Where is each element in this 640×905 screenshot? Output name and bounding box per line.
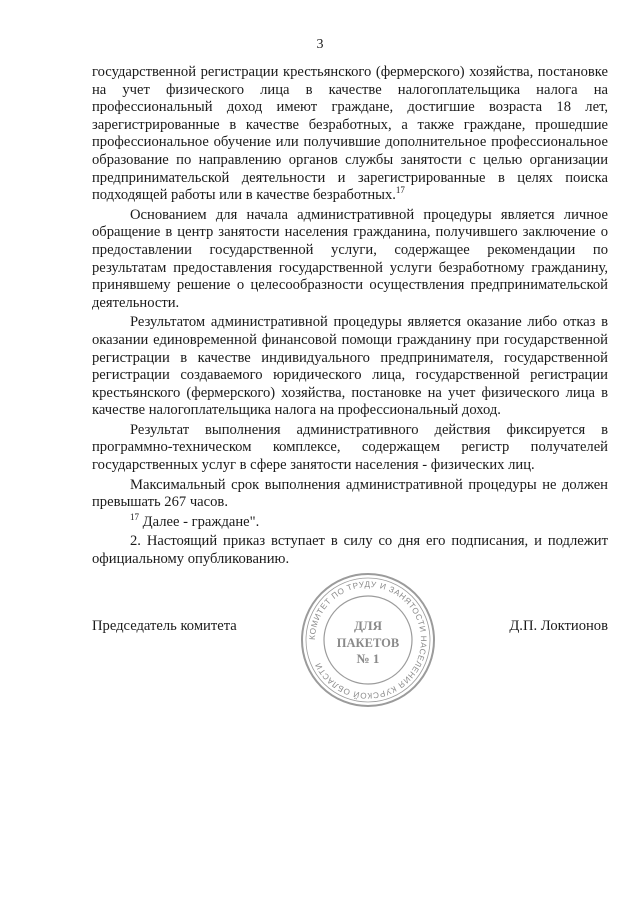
official-seal [298,570,438,710]
paragraph-4: Результат выполнения административного действия фиксируется в программно-техническом комплексе, содержащем регистр получателей государственных услуг в сфере занятости населения - физических лиц. [92,421,608,474]
footnote-ref: 17 [395,185,405,196]
seal-line-1: ДЛЯ [353,618,383,633]
paragraph-1 [92,64,608,205]
page-number: 3 [316,37,324,52]
signatory-name: Д.П. Локтионов [509,618,608,634]
paragraph-5: Максимальный срок выполнения административной процедуры не должен превышать 267 часов. [92,476,608,511]
paragraph-2: Основанием для начала административной процедуры является личное обращение в центр занятости населения гражданина, получившего заключение о предоставлении государственной услуги, содержащее рекомендации по результатам предоставления государственной услуги безработному гражданину, принявшему решение о целесообразности осуществления предпринимательской деятельности. [92,206,608,311]
seal-line-3: № 1 [356,651,380,666]
document-body [92,64,608,569]
paragraph-3: Результатом административной процедуры является оказание либо отказ в оказании единовременной финансовой помощи гражданину при государственной регистрации в качестве индивидуального предпринимателя, государственной регистрации создаваемого юридического лица, государственной регистрации крестьянского (фермерского) хозяйства, постановке на учет физического лица в качестве налогоплательщика налога на профессиональный доход. [92,314,608,419]
footnote [92,511,608,532]
footnote-text: Далее - граждане". [142,513,260,530]
footnote-number: 17 [130,511,139,522]
paragraph-6: 2. Настоящий приказ вступает в силу со дня его подписания, и подлежит официальному опубликованию. [92,533,608,568]
seal-line-2: ПАКЕТОВ [336,636,400,650]
signatory-position: Председатель комитета [92,618,237,634]
seal-ring-text: КОМИТЕТ ПО ТРУДУ И ЗАНЯТОСТИ НАСЕЛЕНИЯ КУРСКОЙ ОБЛАСТИ [307,579,429,701]
paragraph-1-text: государственной регистрации крестьянского (фермерского) хозяйства, постановке на учет физического лица в качестве налогоплательщика налога на профессиональный доход имеют граждане, достигшие возраста 18 лет, зарегистрированные в качестве безработных, а также граждане, прошедшие профессиональное обучение или получившие дополнительное профессиональное образование по направлению органов службы занятости с целью организации предпринимательской деятельности и зарегистрированные в целях поиска подходящей работы или в качестве безработных. [92,64,608,204]
